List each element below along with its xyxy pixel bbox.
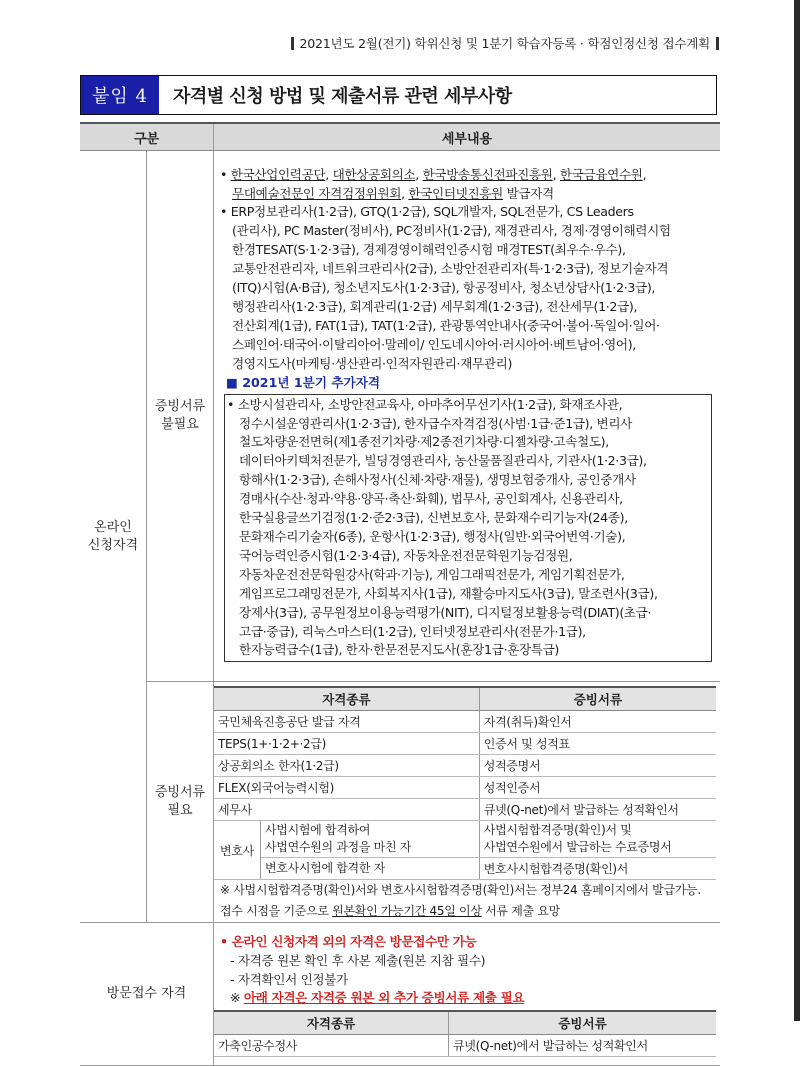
visit-col-cert: 자격종류 [214,1011,449,1035]
no-docs-label-line2: 불필요 [161,417,199,432]
agency: 무대예술전문인 자격검정위원회 [232,185,402,201]
col-gubun-header: 구분 [80,123,214,151]
document-header [285,34,725,52]
table-row [214,777,716,799]
list-line: 전산회계(1급), FAT(1급), TAT(1·2급), 관광통역안내사(중국어·불어·독일어·일어· [232,317,660,333]
visit-label: 방문접수 자격 [80,923,214,1066]
visit-line-3: - 자격확인서 인정불가 [230,971,348,987]
list-line: 한자능력급수(1급), 한자·한문전문지도사(훈장1급·훈장특급) [239,642,559,658]
cert-cell: 국민체육진흥공단 발급 자격 [214,711,479,733]
docs-col-doc: 증빙서류 [479,687,716,711]
visit-col-doc: 증빙서류 [449,1011,717,1035]
docs-label [147,682,214,923]
list-line: 교통안전관리자, 네트워크관리사(2급), 소방안전관리자(특·1·2·3급), 정보기술자격 [232,261,669,277]
list-line: 게임프로그래밍전문가, 사회복지사(1급), 재활승마지도사(3급), 말조련사(3급), [239,585,658,601]
header-bar-right [716,37,719,50]
list-line: (ITQ)시험(A·B급), 청소년지도사(1·2·3급), 항공정비사, 청소년상담사(1·2·3급), [232,280,656,296]
visit-rows [214,1035,716,1057]
list-line: 자동차운전전문학원강사(학과·기능), 게임그래픽전문가, 게임기획전문가, [239,566,625,582]
online-label-line2: 신청자격 [87,537,139,553]
visit-detail [214,923,721,1066]
no-docs-list [214,164,720,669]
agency: 한국산업인력공단 [230,166,326,182]
list-line: 항해사(1·2·3급), 손해사정사(신체·차량·재물), 생명보험중개사, 공인중개사 [239,472,636,488]
added-certs-box [224,394,712,663]
doc-cell: 자격(취득)확인서 [479,711,716,733]
docs-col-cert: 자격종류 [214,687,479,711]
no-docs-detail [214,151,721,682]
lawyer-cond-2: 변호사시험에 합격한 자 [261,858,480,880]
docs-note-2c: 서류 제출 요망 [485,904,560,918]
detail-table [80,122,720,1066]
table-row [214,1035,716,1057]
visit-line-1 [214,933,716,952]
lawyer-doc-2: 변호사시험합격증명(확인)서 [479,858,716,880]
visit-line-4-text: 아래 자격은 자격증 원본 외 추가 증빙서류 제출 필요 [243,990,525,1006]
docs-label-line2: 필요 [167,803,193,818]
docs-note-2a: 접수 시점을 기준으로 [220,904,329,918]
visit-line-4 [214,989,716,1008]
lawyer-row [214,821,716,858]
agencies-suffix: 발급자격 [506,185,554,201]
list-line: 고급·중급), 리눅스마스터(1·2급), 인터넷정보관리사(전문가·1급), [239,623,586,639]
appendix-tag: 붙임 4 [81,76,159,114]
doc-cell: 큐넷(Q-net)에서 발급하는 성적확인서 [479,799,716,821]
lawyer-cond-1 [261,821,480,858]
docs-note-2 [214,901,716,922]
list-line: 데이터아키텍처전문가, 빌딩경영관리사, 농산물품질관리사, 기관사(1·2·3급), [239,453,647,469]
lawyer-row-2 [214,858,716,880]
lawyer-doc-1 [479,821,716,858]
list-line: • 소방시설관리사, 소방안전교육사, 아마추어무선기사(1·2급), 화재조사관, [227,396,623,412]
doc-cell: 성적인증서 [479,777,716,799]
appendix-title-box [80,75,717,115]
window-edge [794,0,800,1021]
visit-line-2: - 자격증 원본 확인 후 사본 제출(원본 지참 필수) [230,952,486,968]
docs-table [214,686,716,880]
lawyer-doc-1a: 사법시험합격증명(확인)서 및 [483,823,632,837]
col-detail-header: 세부내용 [214,123,721,151]
list-line: 한국실용글쓰기검정(1·2·준2·3급), 신변보호사, 문화재수리기능자(24종), [239,510,628,526]
docs-note-1: ※ 사법시험합격증명(확인)서와 변호사시험합격증명(확인)서는 정부24 홈페이지에서 발급가능. [220,883,701,897]
no-docs-label-line1: 증빙서류 [154,399,206,414]
agency: 한국금융연수원 [559,166,643,182]
agencies-line-1: • 한국산업인력공단, 대한상공회의소, 한국방송통신전파진흥원, 한국금융연수원, [220,166,647,182]
appendix-title: 자격별 신청 방법 및 제출서류 관련 세부사항 [173,86,512,107]
cert-cell: TEPS(1+·1·2+·2급) [214,733,479,755]
cert-list-1 [220,203,716,373]
lawyer-doc-1b: 사법연수원에서 발급하는 수료증명서 [483,840,672,854]
list-line: (관리사), PC Master(정비사), PC정비사(1·2급), 재경관리사, 경제·경영이해력시험 [232,223,671,239]
agency: 한국인터넷진흥원 [408,185,503,201]
list-line: 장제사(3급), 공무원정보이용능력평가(NIT), 디지털정보활용능력(DIAT)(초급· [239,604,652,620]
lawyer-label: 변호사 [214,821,261,880]
doc-cell: 성적증명서 [479,755,716,777]
header-text: 2021년도 2월(전기) 학위신청 및 1분기 학습자등록 · 학점인정신청 접수계획 [299,36,710,51]
list-line: 정수시설운영관리사(1·2·3급), 한자급수자격검정(사범·1급·준1급), 변리사 [239,415,632,431]
docs-label-line1: 증빙서류 [154,785,206,800]
list-line: 국어능력인증시험(1·2·3·4급), 자동차운전전문학원기능검정원, [239,547,573,563]
agency: 한국방송통신전파진흥원 [422,166,553,182]
visit-table [214,1010,716,1057]
table-row [214,755,716,777]
doc-cell: 큐넷(Q-net)에서 발급하는 성적확인서 [449,1035,717,1057]
list-line: 경매사(수산·청과·약용·양곡·축산·화훼), 법무사, 공인회계사, 신용관리사, [239,491,623,507]
agencies-line-2: 무대예술전문인 자격검정위원회, 한국인터넷진흥원 발급자격 [232,185,554,201]
list-line: 한경TESAT(S·1·2·3급), 경제경영이해력인증시험 매경TEST(최우수·우수), [232,242,626,258]
docs-rows [214,711,716,821]
cert-cell: 상공회의소 한자(1·2급) [214,755,479,777]
cert-cell: FLEX(외국어능력시험) [214,777,479,799]
cert-cell: 세무사 [214,799,479,821]
visit-note-mark: ※ [230,990,241,1006]
table-row [214,733,716,755]
list-line: 스페인어·태국어·이탈리아어·말레이/ 인도네시아어·러시아어·베트남어·영어), [232,336,636,352]
header-bar-left [291,37,294,50]
added-certs-heading: ■ 2021년 1분기 추가자격 [226,374,381,390]
lawyer-cond-1b: 사법연수원의 과정을 마친 자 [265,840,412,854]
lawyer-cond-1a: 사법시험에 합격하여 [265,823,371,837]
list-line: 문화재수리기술자(6종), 운항사(1·2·3급), 행정사(일반·외국어번역·기술), [239,528,626,544]
agency: 대한상공회의소 [332,166,416,182]
list-line: 경영지도사(마케팅·생산관리·인적자원관리·재무관리) [232,355,513,371]
docs-note-2b: 원본확인 가능기간 45일 이상 [332,904,482,918]
table-row [214,799,716,821]
cert-list-2 [227,396,709,661]
docs-detail [214,682,721,923]
no-docs-label [147,151,214,682]
list-line: 행정관리사(1·2·3급), 회계관리(1·2급) 세무회계(1·2·3급), 전산세무(1·2급), [232,299,638,315]
online-label-line1: 온라인 [94,519,132,535]
list-line: • ERP정보관리사(1·2급), GTQ(1·2급), SQL개발자, SQL전문가, CS Leaders [220,204,634,220]
doc-cell: 인증서 및 성적표 [479,733,716,755]
table-row [214,711,716,733]
visit-line-1-text: • 온라인 신청자격 외의 자격은 방문접수만 가능 [220,933,477,949]
cert-cell: 가축인공수정사 [214,1035,449,1057]
online-label [80,151,147,923]
list-line: 철도차량운전면허(제1종전기차량·제2종전기차량·디젤차량·고속철도), [239,434,609,450]
